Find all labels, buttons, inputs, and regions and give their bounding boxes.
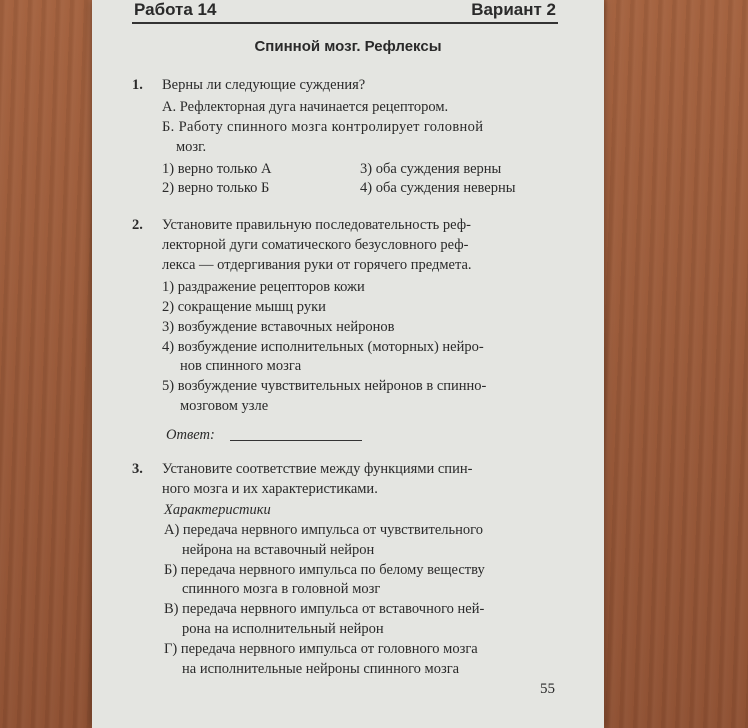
header-rule [132,22,558,24]
q1-option-3: 3) оба суждения верны [360,161,502,177]
q3-item-b: Б) передача нервного импульса по белому веществу [164,562,485,578]
work-number: Работа 14 [134,0,217,19]
variant-number: Вариант 2 [471,0,556,19]
q3-subheading: Характеристики [164,502,271,518]
q3-item-c: В) передача нервного импульса от вставочного ней- [164,601,485,617]
q1-option-1: 1) верно только А [162,161,272,177]
q3-stem-line2: ного мозга и их характеристиками. [162,481,378,497]
q3-item-d-cont: на исполнительные нейроны спинного мозга [182,661,460,677]
q2-item-3: 3) возбуждение вставочных нейронов [162,319,395,335]
q3-stem-line1: Установите соответствие между функциями спин- [162,461,473,477]
q2-item-5: 5) возбуждение чувствительных нейронов в спинно- [162,378,487,394]
q3-item-a-cont: нейрона на вставочный нейрон [182,542,375,558]
page-title: Спинной мозг. Рефлексы [254,38,442,55]
q3-item-b-cont: спинного мозга в головной мозг [182,581,381,597]
q2-number: 2. [132,217,143,233]
q3-number: 3. [132,461,143,477]
q2-item-4: 4) возбуждение исполнительных (моторных) нейро- [162,339,484,355]
q2-item-4-cont: нов спинного мозга [180,358,302,374]
page-number: 55 [540,681,555,697]
q3-item-c-cont: рона на исполнительный нейрон [182,621,384,637]
q1-option-2: 2) верно только Б [162,180,270,196]
q2-item-2: 2) сокращение мышц руки [162,299,326,315]
q1-stem: Верны ли следующие суждения? [162,77,366,93]
q1-statement-a: А. Рефлекторная дуга начинается рецептором. [162,99,449,115]
q1-statement-b: Б. Работу спинного мозга контролирует головной [162,119,484,135]
q2-stem-line2: лекторной дуги соматического безусловного реф- [162,237,469,253]
q2-stem-line3: лекса — отдергивания руки от горячего предмета. [162,257,472,273]
q2-item-1: 1) раздражение рецепторов кожи [162,279,365,295]
workbook-page [92,0,604,728]
q2-stem-line1: Установите правильную последовательность реф- [162,217,472,233]
q1-statement-b-cont: мозг. [176,139,207,155]
q3-item-a: А) передача нервного импульса от чувствительного [164,522,483,538]
q2-item-5-cont: мозговом узле [180,398,269,414]
answer-label: Ответ: [166,427,215,443]
q1-number: 1. [132,77,143,93]
page-header [92,0,604,26]
q3-item-d: Г) передача нервного импульса от головного мозга [164,641,478,657]
answer-blank[interactable] [230,426,362,447]
q1-option-4: 4) оба суждения неверны [360,180,516,196]
